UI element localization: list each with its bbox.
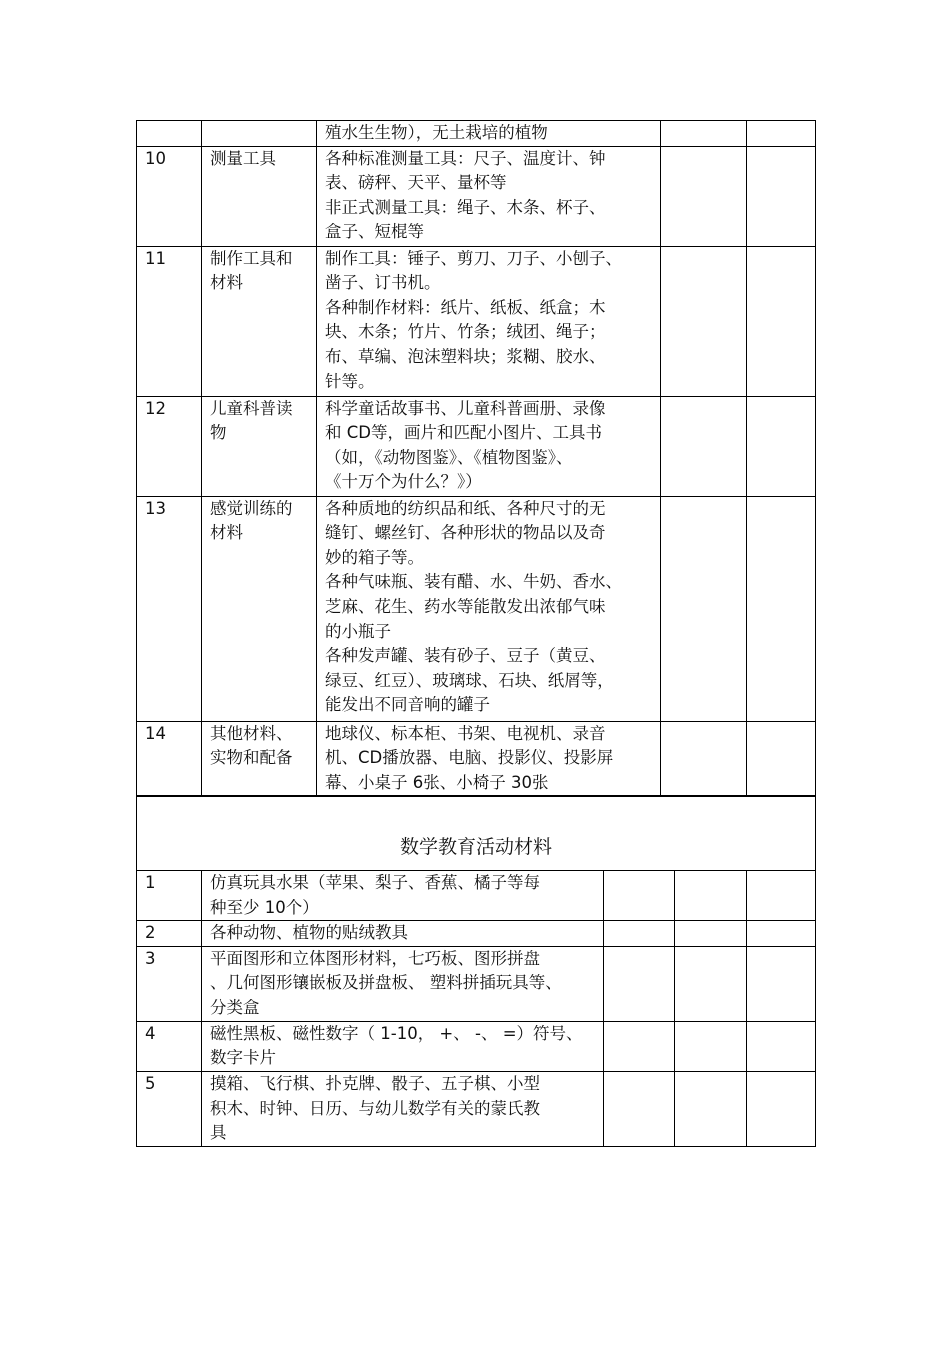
item-category bbox=[202, 246, 317, 396]
remark-cell bbox=[747, 496, 816, 721]
check-cell bbox=[604, 946, 675, 1021]
check-cell bbox=[661, 396, 747, 496]
text-line: 科学童话故事书、儿童科普画册、录像 bbox=[325, 398, 606, 418]
text-line: 材料 bbox=[210, 273, 243, 293]
item-description bbox=[202, 921, 604, 947]
row-number: 14 bbox=[137, 721, 202, 796]
text-line: 制作工具：锤子、剪刀、刀子、小刨子、 bbox=[325, 248, 622, 268]
description-paragraph bbox=[325, 247, 656, 296]
text-line: 各种发声罐、装有砂子、豆子（黄豆、 bbox=[325, 646, 606, 666]
remark-cell bbox=[747, 721, 816, 796]
table-row bbox=[137, 921, 816, 947]
table-row bbox=[137, 146, 816, 246]
check-cell bbox=[675, 921, 747, 947]
item-category bbox=[202, 146, 317, 246]
row-number: 10 bbox=[137, 146, 202, 246]
remark-cell bbox=[747, 246, 816, 396]
text-line: 各种气味瓶、装有醋、水、牛奶、香水、 bbox=[325, 572, 622, 592]
text-line: 能发出不同音响的罐子 bbox=[325, 695, 490, 715]
text-line: 凿子、订书机。 bbox=[325, 273, 441, 293]
item-description bbox=[202, 1021, 604, 1071]
table-row bbox=[137, 246, 816, 396]
text-line: 和 CD等，画片和匹配小图片、工具书 bbox=[325, 423, 602, 443]
text-line: 《十万个为什么？》） bbox=[325, 472, 482, 492]
item-description bbox=[317, 246, 661, 396]
text-line: 具 bbox=[210, 1123, 227, 1143]
remark-cell bbox=[747, 921, 816, 947]
check-cell bbox=[675, 871, 747, 921]
text-line: 摸箱、飞行棋、扑克牌、骰子、五子棋、小型 bbox=[210, 1073, 540, 1093]
table-row bbox=[137, 1071, 816, 1146]
text-line: 妙的箱子等。 bbox=[325, 547, 424, 567]
text-line: 非正式测量工具：绳子、木条、杯子、 bbox=[325, 197, 606, 217]
item-description bbox=[202, 946, 604, 1021]
remark-cell bbox=[747, 1071, 816, 1146]
remark-cell bbox=[747, 1021, 816, 1071]
check-cell bbox=[661, 121, 747, 147]
check-cell bbox=[675, 946, 747, 1021]
description-paragraph bbox=[325, 570, 656, 644]
text-line: 其他材料、 bbox=[210, 723, 293, 743]
row-number: 4 bbox=[137, 1021, 202, 1071]
text-line: 各种动物、植物的贴绒教具 bbox=[210, 923, 408, 943]
table-row bbox=[137, 396, 816, 496]
remark-cell bbox=[747, 946, 816, 1021]
description-paragraph bbox=[325, 196, 656, 245]
item-description bbox=[317, 721, 661, 796]
description-paragraph bbox=[325, 497, 656, 571]
text-line: 数字卡片 bbox=[210, 1048, 276, 1068]
math-materials-table bbox=[136, 795, 816, 1147]
text-line: 的小瓶子 bbox=[325, 621, 391, 641]
text-line: 物 bbox=[210, 423, 227, 443]
item-description bbox=[317, 496, 661, 721]
text-line: 测量工具 bbox=[210, 148, 276, 168]
item-description bbox=[317, 396, 661, 496]
item-category bbox=[202, 496, 317, 721]
text-line: 平面图形和立体图形材料，七巧板、图形拼盘 bbox=[210, 948, 540, 968]
row-number: 5 bbox=[137, 1071, 202, 1146]
remark-cell bbox=[747, 871, 816, 921]
text-line: 、几何图形镶嵌板及拼盘板、 塑料拼插玩具等、 bbox=[210, 973, 562, 993]
text-line: 殖水生生物），无土栽培的植物 bbox=[325, 123, 548, 142]
text-line: 各种制作材料：纸片、纸板、纸盒；木 bbox=[325, 297, 606, 317]
row-number: 13 bbox=[137, 496, 202, 721]
description-paragraph bbox=[325, 147, 656, 196]
text-line: 仿真玩具水果（苹果、梨子、香蕉、橘子等每 bbox=[210, 873, 540, 892]
remark-cell bbox=[747, 121, 816, 147]
check-cell bbox=[661, 246, 747, 396]
text-line: 磁性黑板、磁性数字（ 1-10， +、 -、 =）符号、 bbox=[210, 1023, 583, 1043]
check-cell bbox=[604, 921, 675, 947]
text-line: 分类盒 bbox=[210, 997, 260, 1017]
math-section-title-row bbox=[137, 796, 816, 871]
table-row bbox=[137, 871, 816, 921]
item-description bbox=[317, 146, 661, 246]
text-line: 绿豆、红豆）、玻璃球、石块、纸屑等， bbox=[325, 670, 614, 690]
text-line: 表、磅秤、天平、量杯等 bbox=[325, 173, 507, 193]
text-line: 块、木条；竹片、竹条；绒团、绳子； bbox=[325, 322, 606, 342]
row-number bbox=[137, 121, 202, 147]
check-cell bbox=[604, 1021, 675, 1071]
description-paragraph bbox=[325, 121, 656, 146]
science-materials-table bbox=[136, 120, 816, 797]
text-line: 制作工具和 bbox=[210, 248, 293, 268]
check-cell bbox=[604, 1071, 675, 1146]
description-paragraph bbox=[325, 644, 656, 718]
text-line: 针等。 bbox=[325, 371, 375, 391]
item-description bbox=[202, 871, 604, 921]
table-row bbox=[137, 121, 816, 147]
item-category bbox=[202, 121, 317, 147]
text-line: 积木、时钟、日历、与幼儿数学有关的蒙氏教 bbox=[210, 1098, 540, 1118]
table-row bbox=[137, 1021, 816, 1071]
text-line: 材料 bbox=[210, 523, 243, 543]
remark-cell bbox=[747, 396, 816, 496]
check-cell bbox=[661, 496, 747, 721]
math-section-title: 数学教育活动材料 bbox=[137, 796, 816, 871]
text-line: 机、CD播放器、电脑、投影仪、投影屏 bbox=[325, 748, 614, 768]
item-category bbox=[202, 721, 317, 796]
item-description bbox=[202, 1071, 604, 1146]
item-description bbox=[317, 121, 661, 147]
item-category bbox=[202, 396, 317, 496]
check-cell bbox=[675, 1071, 747, 1146]
text-line: 芝麻、花生、药水等能散发出浓郁气味 bbox=[325, 596, 606, 616]
text-line: 盒子、短棍等 bbox=[325, 222, 424, 242]
text-line: 实物和配备 bbox=[210, 748, 293, 768]
text-line: 儿童科普读 bbox=[210, 398, 293, 418]
description-paragraph bbox=[325, 397, 656, 495]
row-number: 2 bbox=[137, 921, 202, 947]
text-line: （如，《动物图鉴》、《植物图鉴》、 bbox=[325, 447, 573, 467]
text-line: 幕、小桌子 6张、小椅子 30张 bbox=[325, 772, 549, 792]
remark-cell bbox=[747, 146, 816, 246]
text-line: 缝钉、螺丝钉、各种形状的物品以及奇 bbox=[325, 523, 606, 543]
row-number: 11 bbox=[137, 246, 202, 396]
check-cell bbox=[661, 721, 747, 796]
description-paragraph bbox=[325, 296, 656, 394]
row-number: 12 bbox=[137, 396, 202, 496]
text-line: 种至少 10个） bbox=[210, 897, 319, 917]
text-line: 地球仪、标本柜、书架、电视机、录音 bbox=[325, 723, 606, 743]
check-cell bbox=[604, 871, 675, 921]
row-number: 1 bbox=[137, 871, 202, 921]
text-line: 各种质地的纺织品和纸、各种尺寸的无 bbox=[325, 498, 606, 518]
text-line: 各种标准测量工具：尺子、温度计、钟 bbox=[325, 148, 606, 168]
check-cell bbox=[661, 146, 747, 246]
row-number: 3 bbox=[137, 946, 202, 1021]
check-cell bbox=[675, 1021, 747, 1071]
text-line: 感觉训练的 bbox=[210, 498, 293, 518]
table-row bbox=[137, 496, 816, 721]
description-paragraph bbox=[325, 722, 656, 796]
table-row bbox=[137, 946, 816, 1021]
table-row bbox=[137, 721, 816, 796]
text-line: 布、草编、泡沫塑料块；浆糊、胶水、 bbox=[325, 346, 606, 366]
